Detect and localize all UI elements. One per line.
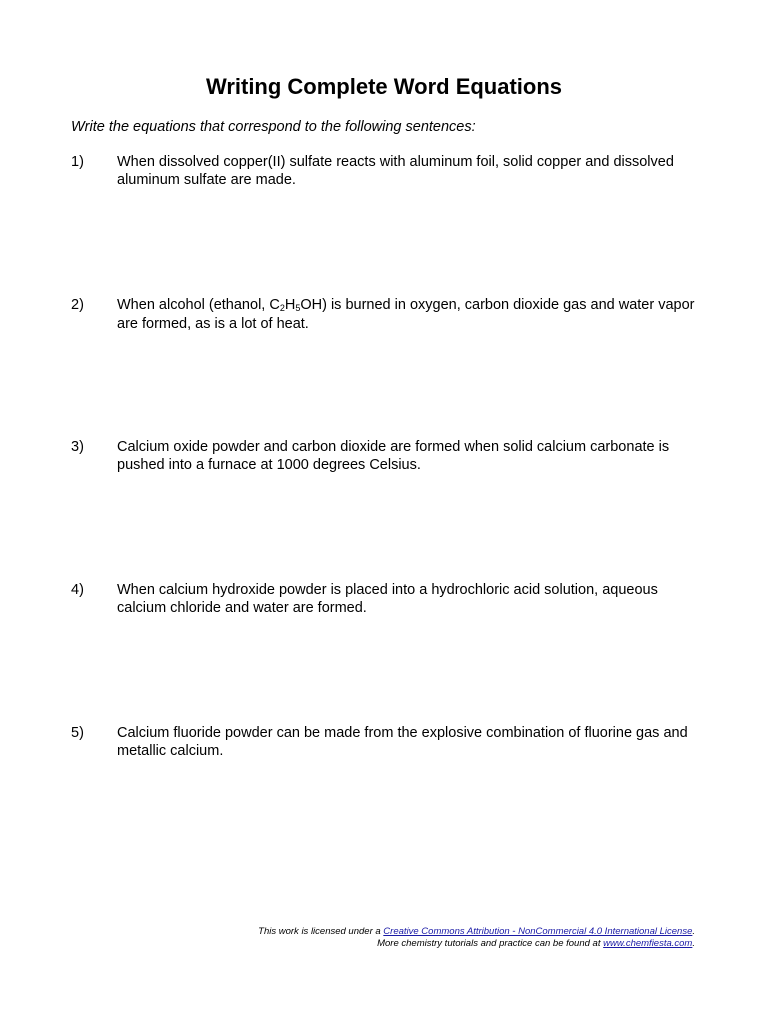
- site-line: [258, 938, 695, 950]
- question-item: [71, 153, 701, 189]
- question-item: [71, 296, 701, 333]
- license-prefix: This work is licensed under a: [258, 926, 384, 937]
- question-text: Calcium fluoride powder can be made from the explosive combination of fluorine gas and metallic calcium.: [117, 725, 688, 759]
- page-title: Writing Complete Word Equations: [205, 74, 563, 99]
- site-suffix: .: [692, 938, 695, 949]
- question-number: 2): [71, 297, 84, 313]
- question-number: 3): [71, 439, 84, 455]
- question-text: When calcium hydroxide powder is placed into a hydrochloric acid solution, aqueous calcium chloride and water are formed.: [117, 582, 658, 616]
- subscript: 2: [279, 303, 285, 313]
- subscript: 5: [295, 303, 301, 313]
- question-text: When dissolved copper(II) sulfate reacts with aluminum foil, solid copper and dissolved aluminum sulfate are made.: [117, 154, 674, 188]
- question-text-part: OH) is burned in oxygen, carbon dioxide gas and water vapor are formed, as is a lot of heat.: [117, 297, 695, 332]
- site-prefix: More chemistry tutorials and practice can be found at: [377, 938, 604, 949]
- question-text: [117, 296, 701, 333]
- license-suffix: .: [692, 926, 695, 937]
- license-link[interactable]: Creative Commons Attribution - NonCommercial 4.0 International License: [383, 926, 693, 937]
- question-number: 1): [71, 154, 84, 170]
- question-number: 4): [71, 582, 84, 598]
- question-item: [71, 724, 701, 760]
- question-text-part: H: [284, 297, 296, 313]
- license-line: [258, 926, 695, 938]
- footer: [258, 926, 695, 950]
- question-item: [71, 581, 701, 617]
- question-text: Calcium oxide powder and carbon dioxide are formed when solid calcium carbonate is pushed into a furnace at 1000 degrees Celsius.: [117, 439, 670, 473]
- site-link[interactable]: www.chemfiesta.com: [603, 938, 693, 949]
- instructions-text: Write the equations that correspond to the following sentences:: [71, 119, 476, 135]
- question-number: 5): [71, 725, 84, 741]
- question-text-part: When alcohol (ethanol, C: [117, 297, 280, 313]
- question-item: [71, 438, 701, 474]
